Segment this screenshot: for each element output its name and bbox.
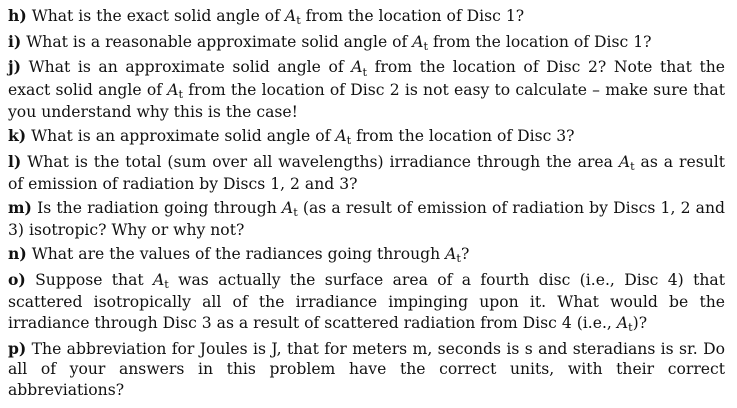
area-symbol: A <box>445 245 457 264</box>
area-subscript: t <box>362 65 368 79</box>
question-text: Is the radiation going through <box>37 198 282 217</box>
question-label: l) <box>8 151 22 171</box>
question-text: What are the values of the radiances going through <box>31 245 446 264</box>
question-j <box>8 57 725 123</box>
area-subscript: t <box>630 159 635 173</box>
area-symbol: A <box>284 7 297 25</box>
question-text: from the location of Disc 2 is not easy to calculate – make sure that you understand why this is the case! <box>8 80 725 122</box>
question-text: from the location of Disc 1? <box>300 7 525 25</box>
question-text: What is an approximate solid angle of <box>31 127 336 146</box>
question-k <box>8 126 725 149</box>
area-symbol: A <box>616 313 629 332</box>
question-text: What is a reasonable approximate solid angle of <box>26 32 413 51</box>
question-m <box>8 198 725 241</box>
question-o <box>8 270 725 336</box>
question-label: h) <box>8 6 27 25</box>
question-text: from the location of Disc 3? <box>351 127 575 146</box>
area-subscript: t <box>178 88 184 102</box>
question-text: The abbreviation for Joules is J, that for meters m, seconds is s and steradians is sr. Do all of your answers in this problem have the correct units, with their correct abbreviations? <box>8 339 725 399</box>
question-text: as a result of emission of radiation by Discs 1, 2 and 3? <box>8 152 725 194</box>
question-n <box>8 244 725 267</box>
question-p <box>8 339 725 401</box>
question-text: )? <box>632 313 648 332</box>
area-subscript: t <box>164 277 169 291</box>
question-text: What is the exact solid angle of <box>31 7 285 25</box>
question-label: m) <box>8 197 32 217</box>
question-label: i) <box>8 31 22 51</box>
question-text: from the location of Disc 2? Note that the exact solid angle of <box>8 58 725 99</box>
question-text: What is an approximate solid angle of <box>28 58 352 77</box>
question-text: (as a result of emission of radiation by Discs 1, 2 and 3) isotropic? Why or why not? <box>8 198 725 240</box>
question-label: n) <box>8 244 27 264</box>
question-l <box>8 152 725 195</box>
question-h <box>8 6 725 29</box>
question-label: k) <box>8 126 27 146</box>
question-text: What is the total (sum over all wavelengths) irradiance through the area <box>27 152 619 171</box>
area-symbol: A <box>412 32 424 51</box>
area-symbol: A <box>335 127 347 146</box>
area-symbol: A <box>351 58 363 77</box>
area-symbol: A <box>152 270 165 289</box>
area-symbol: A <box>167 80 179 99</box>
question-text: was actually the surface area of a fourth disc (i.e., Disc 4) that scattered isotropically all of the irradiance impinging upon it. What would be the irradiance through Disc 3 as a result of scattered radiation from Disc 4 (i.e., <box>8 270 725 332</box>
question-label: j) <box>8 57 22 77</box>
question-i <box>8 32 725 55</box>
area-subscript: t <box>456 252 461 266</box>
area-subscript: t <box>423 39 429 53</box>
area-subscript: t <box>293 206 298 220</box>
area-subscript: t <box>296 14 301 28</box>
area-subscript: t <box>346 134 352 148</box>
question-text: from the location of Disc 1? <box>428 32 652 51</box>
question-text: ? <box>460 245 470 264</box>
area-symbol: A <box>281 198 294 217</box>
question-label: o) <box>8 269 26 289</box>
question-label: p) <box>8 338 27 358</box>
question-text: Suppose that <box>35 270 153 289</box>
area-subscript: t <box>628 320 633 334</box>
area-symbol: A <box>618 152 631 171</box>
